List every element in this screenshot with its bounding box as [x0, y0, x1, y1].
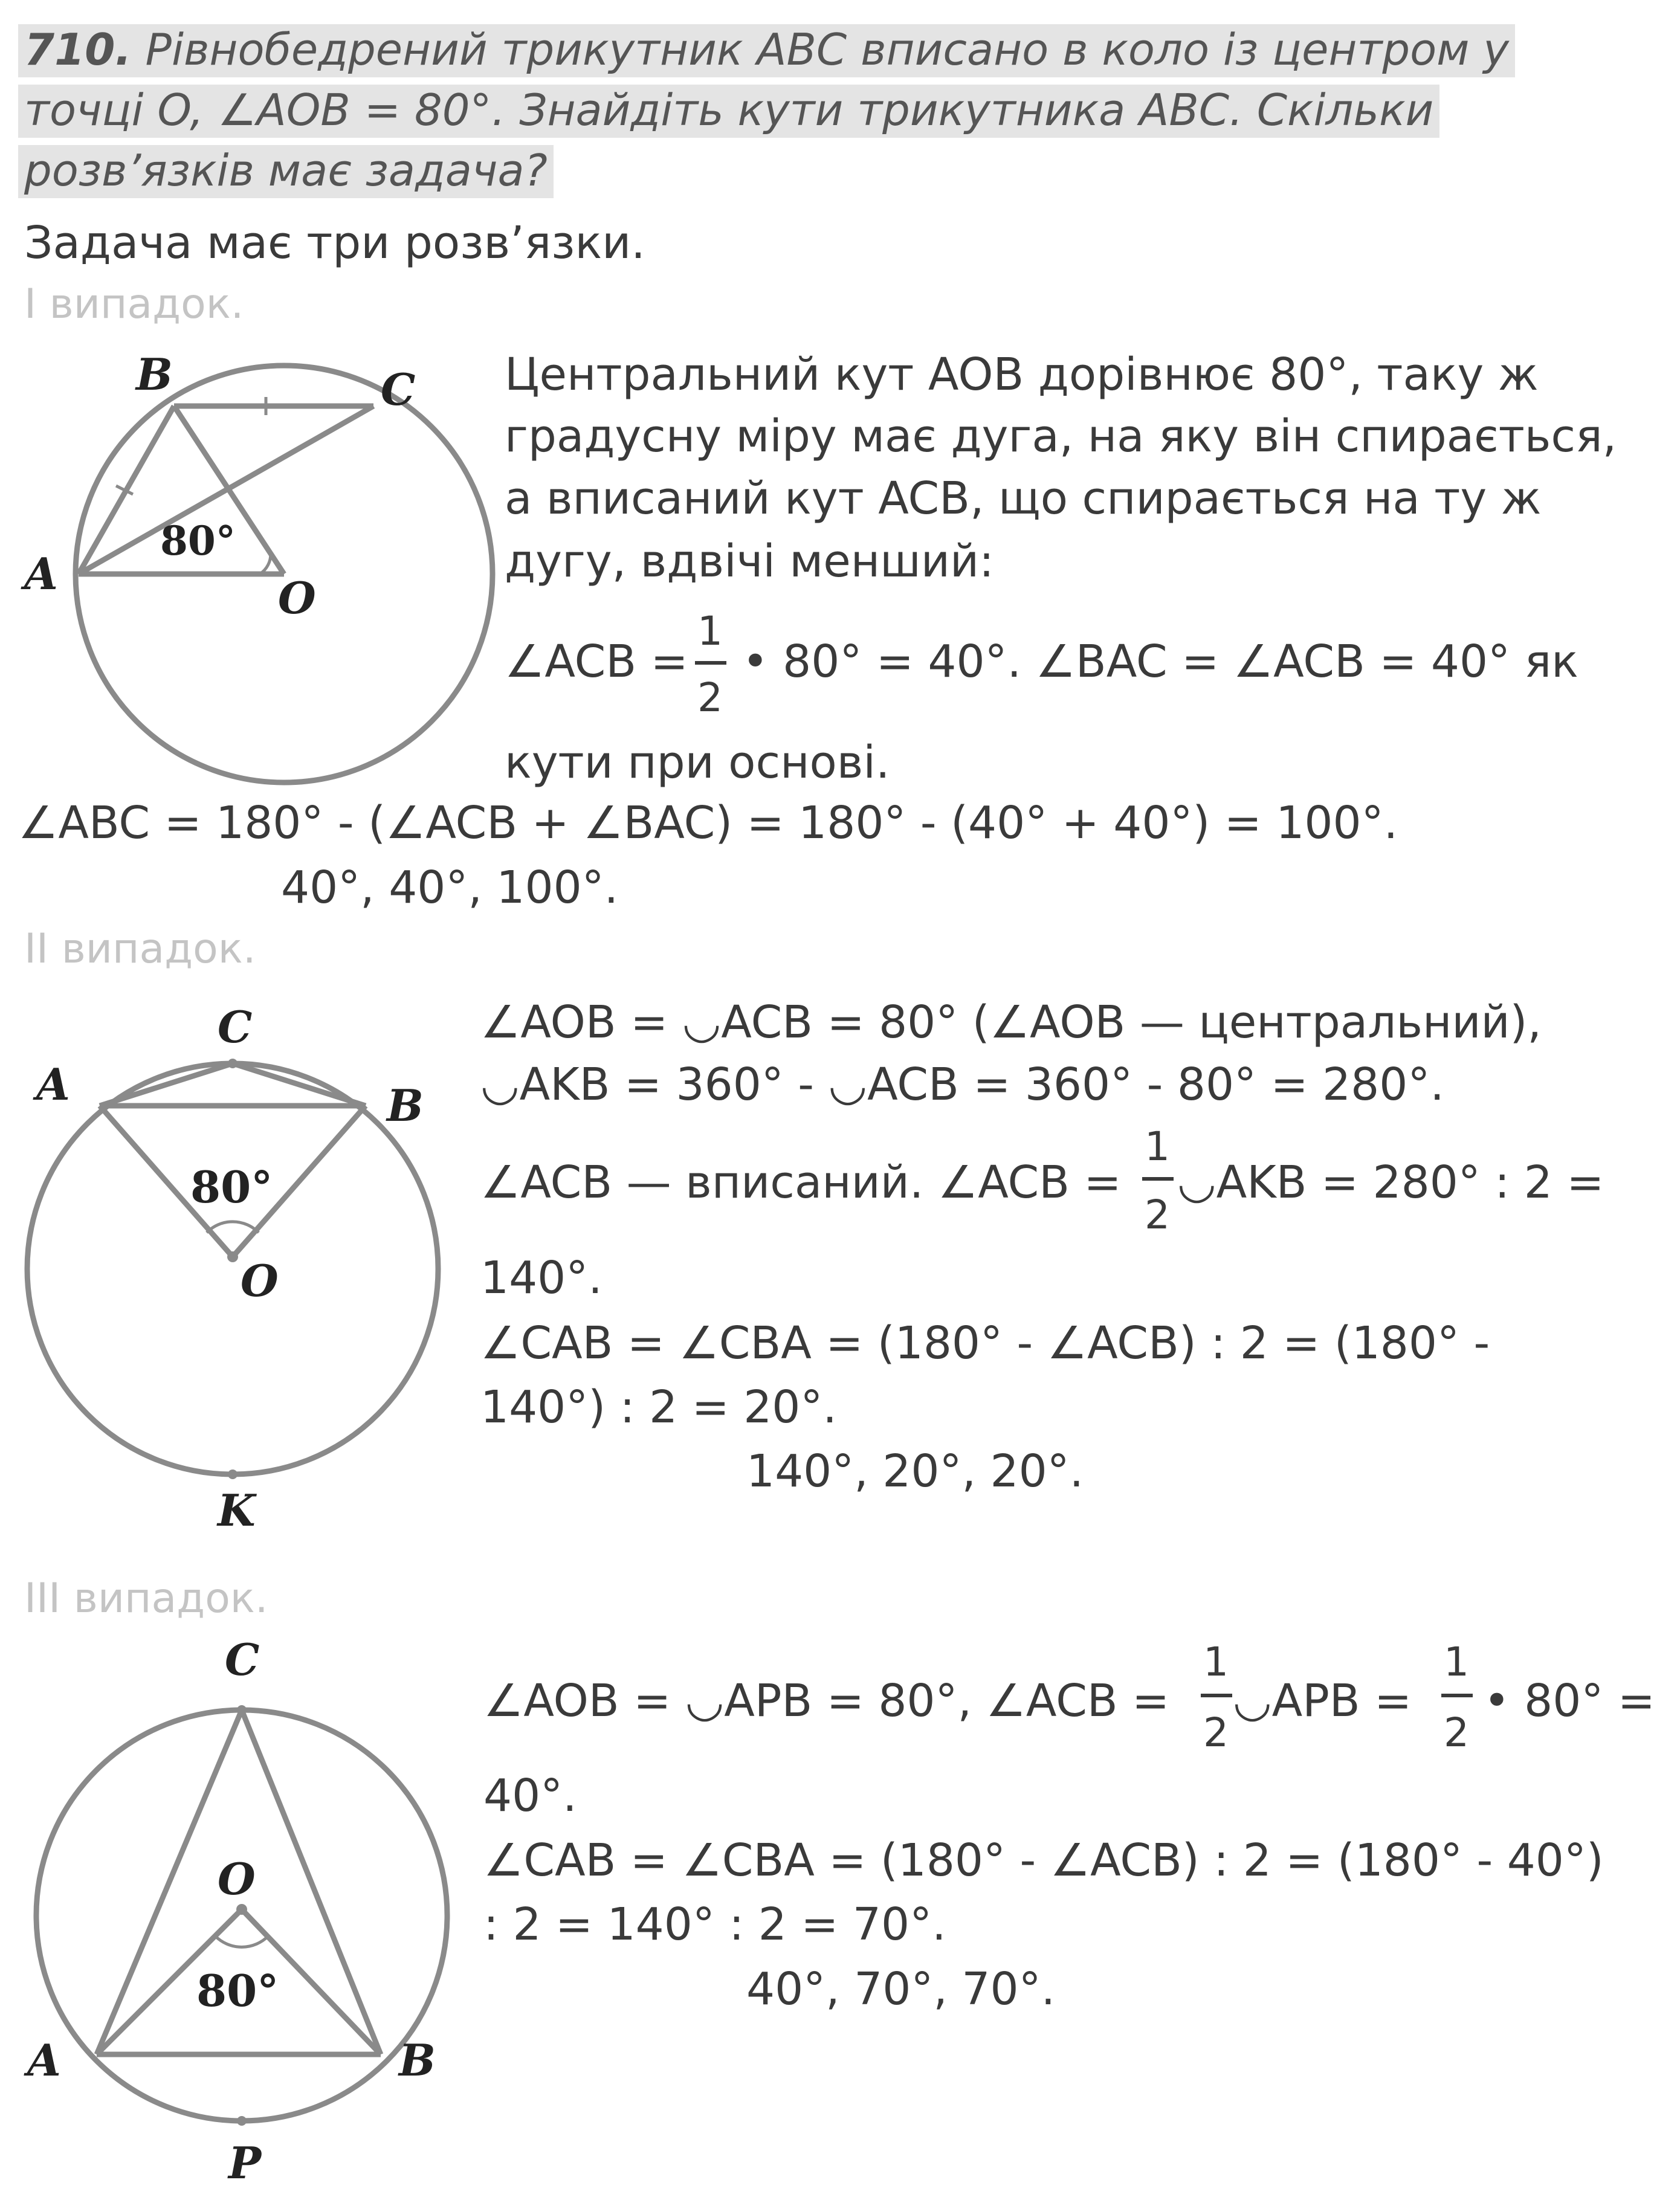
case3-angle-label: 80° — [196, 1965, 279, 2016]
case2-circle — [27, 1063, 438, 1474]
case3-formula-prefix: ∠AOB = ◡APB = 80°, ∠ACB = — [483, 1675, 1170, 1727]
case1-label-c: C — [381, 364, 416, 415]
case3-label-c: C — [225, 1634, 260, 1685]
case1-angle-arc — [260, 553, 271, 574]
case2-label-o: O — [241, 1255, 279, 1306]
case2-answer: 140°, 20°, 20°. — [746, 1445, 1084, 1497]
problem-text-1: Рівнобедрений трикутник ABC вписано в коло із центром у — [145, 24, 1509, 75]
case2-label-a: A — [36, 1059, 70, 1110]
case2-formula-prefix: ∠ACB — вписаний. ∠ACB = — [480, 1157, 1122, 1208]
problem-line-1 — [18, 24, 1515, 77]
case2-formula-rest: ◡AKB = 280° : 2 = — [1177, 1157, 1604, 1208]
case2-angle-label: 80° — [190, 1161, 273, 1213]
case2-frac-bar — [1142, 1177, 1174, 1181]
case1-frac-num: 1 — [697, 608, 723, 654]
case3-angle-arc — [215, 1936, 268, 1947]
case3-label-o: O — [218, 1853, 256, 1905]
case3-point-p — [237, 2116, 247, 2126]
case1-text-3: а вписаний кут ACB, що спирається на ту ж — [505, 473, 1542, 524]
case1-label-b: B — [136, 349, 173, 400]
case2-segment-ac — [100, 1063, 233, 1106]
problem-number: 710. — [24, 24, 132, 75]
case1-text-2: градусну міру має дуга, на яку він спирається, — [505, 410, 1617, 462]
case1-text-1: Центральний кут AOB дорівнює 80°, таку ж — [505, 349, 1539, 401]
case1-figure — [12, 338, 508, 810]
case1-formula-prefix: ∠ACB = — [505, 636, 688, 688]
case3-text-2: 40°. — [483, 1770, 577, 1822]
case1-formula-rest: • 80° = 40°. ∠BAC = ∠ACB = 40° як — [742, 636, 1578, 688]
case2-label-b: B — [387, 1080, 424, 1131]
case3-text-3: ∠CAB = ∠CBA = (180° - ∠ACB) : 2 = (180° - 40°) — [483, 1834, 1604, 1886]
case2-label-c: C — [218, 1001, 253, 1053]
case3-circle — [36, 1710, 447, 2121]
case3-formula-mid: ◡APB = — [1233, 1675, 1412, 1727]
case3-answer: 40°, 70°, 70°. — [746, 1963, 1056, 2015]
case3-heading: III випадок. — [24, 1575, 268, 1622]
problem-line-3: розв’язків має задача? — [18, 145, 554, 198]
case3-label-p: P — [228, 2137, 262, 2187]
case2-point-o — [227, 1251, 238, 1262]
case1-angle-label: 80° — [160, 517, 236, 564]
case1-text-4: дугу, вдвічі менший: — [505, 535, 994, 587]
case2-point-k — [228, 1470, 237, 1479]
case2-text-1: ∠AOB = ◡ACB = 80° (∠AOB — центральний), — [480, 996, 1542, 1048]
case3-point-o — [236, 1904, 247, 1915]
intro-text: Задача має три розв’язки. — [24, 217, 645, 269]
case1-text-7: ∠ABC = 180° - (∠ACB + ∠BAC) = 180° - (40° + 40°) = 100°. — [18, 797, 1398, 849]
case2-text-5: ∠CAB = ∠CBA = (180° - ∠ACB) : 2 = (180° - — [480, 1317, 1490, 1369]
case3-frac2-bar — [1441, 1694, 1473, 1697]
case1-label-o: O — [278, 572, 316, 624]
case1-answer: 40°, 40°, 100°. — [281, 862, 619, 914]
case1-label-a: A — [24, 548, 58, 599]
case3-point-c — [237, 1705, 247, 1715]
case3-label-a: A — [27, 2034, 61, 2086]
case2-point-c — [228, 1059, 237, 1068]
case3-frac2-den: 2 — [1444, 1709, 1469, 1756]
case2-angle-arc — [207, 1222, 259, 1233]
case2-text-4: 140°. — [480, 1252, 603, 1304]
case3-frac1-bar — [1201, 1694, 1232, 1697]
case3-figure — [12, 1631, 483, 2187]
case3-frac2-num: 1 — [1444, 1639, 1469, 1685]
case2-text-6: 140°) : 2 = 20°. — [480, 1381, 837, 1433]
case3-text-4: : 2 = 140° : 2 = 70°. — [483, 1899, 946, 1950]
problem-line-2: точці O, ∠AOB = 80°. Знайдіть кути трикутника ABC. Скільки — [18, 85, 1439, 138]
case1-frac-den: 2 — [697, 674, 723, 721]
case2-frac-den: 2 — [1145, 1192, 1170, 1238]
case1-frac-bar — [695, 661, 726, 665]
case2-segment-cb — [233, 1063, 366, 1106]
case3-formula-rest: • 80° = — [1484, 1675, 1655, 1727]
case2-label-k: K — [218, 1485, 256, 1532]
case1-text-6: кути при основі. — [505, 737, 890, 789]
case2-frac-num: 1 — [1145, 1123, 1170, 1170]
case2-figure — [12, 994, 471, 1532]
case3-frac1-den: 2 — [1203, 1709, 1229, 1756]
case3-frac1-num: 1 — [1203, 1639, 1229, 1685]
case2-text-2: ◡AKB = 360° - ◡ACB = 360° - 80° = 280°. — [480, 1059, 1444, 1111]
case1-heading: I випадок. — [24, 280, 244, 328]
case3-label-b: B — [399, 2034, 436, 2086]
case2-heading: II випадок. — [24, 925, 256, 973]
